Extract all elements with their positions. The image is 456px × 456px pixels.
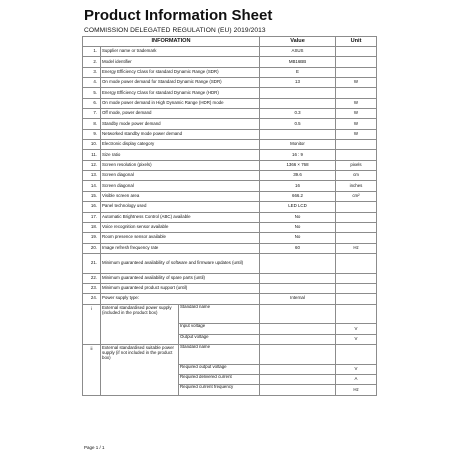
row-unit	[336, 233, 377, 243]
power-supply-field: Required delivered current	[179, 375, 260, 385]
power-supply-label: External standardised power supply (included in the product box)	[101, 304, 179, 344]
page-title: Product Information Sheet	[84, 7, 273, 24]
row-label: Image refresh frequency rate	[101, 243, 260, 253]
power-supply-field: Standard name	[179, 304, 260, 324]
row-unit: W	[336, 109, 377, 119]
row-number: 19.	[83, 233, 101, 243]
row-label: Screen diagonal	[101, 171, 260, 181]
row-number: 3.	[83, 67, 101, 77]
row-value: 60	[260, 243, 336, 253]
row-unit: pixels	[336, 160, 377, 170]
row-unit	[336, 253, 377, 273]
row-value	[260, 98, 336, 108]
row-unit	[336, 202, 377, 212]
row-number: 22.	[83, 273, 101, 283]
row-unit	[336, 150, 377, 160]
row-label: Panel technology used	[101, 202, 260, 212]
row-value: 1366 × 768	[260, 160, 336, 170]
row-label: On mode power demand for Standard Dynamic Range (SDR)	[101, 78, 260, 88]
row-number: 6.	[83, 98, 101, 108]
row-unit	[336, 140, 377, 150]
row-label: Energy Efficiency Class for standard Dynamic Range (HDR)	[101, 88, 260, 98]
power-supply-value	[260, 364, 336, 374]
row-number: 4.	[83, 78, 101, 88]
row-label: Size ratio	[101, 150, 260, 160]
row-label: Supplier name or trademark	[101, 47, 260, 57]
row-value	[260, 273, 336, 283]
row-label: Room presence sensor available	[101, 233, 260, 243]
power-supply-row	[83, 344, 377, 364]
table-row	[83, 47, 377, 57]
row-value: 666.2	[260, 191, 336, 201]
unit-header: Unit	[336, 37, 377, 47]
row-unit	[336, 294, 377, 304]
table-row	[83, 88, 377, 98]
row-number: 12.	[83, 160, 101, 170]
row-value: 16	[260, 181, 336, 191]
row-unit: Hz	[336, 243, 377, 253]
row-value: LED LCD	[260, 202, 336, 212]
row-unit	[336, 283, 377, 293]
table-row	[83, 273, 377, 283]
row-value	[260, 283, 336, 293]
row-label: Standby mode power demand	[101, 119, 260, 129]
row-label: Minimum guaranteed availability of software and firmware updates (until)	[101, 253, 260, 273]
row-label: Voice recognition sensor available	[101, 222, 260, 232]
regulation-subtitle: COMMISSION DELEGATED REGULATION (EU) 2019/2013	[84, 27, 266, 34]
table-row	[83, 160, 377, 170]
row-number: 21.	[83, 253, 101, 273]
power-supply-field: Required current frequency	[179, 385, 260, 395]
row-number: 23.	[83, 283, 101, 293]
row-value: E	[260, 67, 336, 77]
row-unit	[336, 57, 377, 67]
row-value: Monitor	[260, 140, 336, 150]
power-supply-value	[260, 304, 336, 324]
row-unit	[336, 88, 377, 98]
row-unit: W	[336, 129, 377, 139]
row-label: Minimum guaranteed product support (until)	[101, 283, 260, 293]
row-label: Automatic Brightness Control (ABC) available	[101, 212, 260, 222]
power-supply-value	[260, 334, 336, 344]
table-row	[83, 243, 377, 253]
row-value	[260, 88, 336, 98]
product-info-table	[82, 36, 377, 396]
row-label: Screen resolution (pixels)	[101, 160, 260, 170]
row-value: 16 : 9	[260, 150, 336, 160]
row-label: Minimum guaranteed availability of spare parts (until)	[101, 273, 260, 283]
power-supply-number: i	[83, 304, 101, 344]
row-unit: W	[336, 119, 377, 129]
row-label: On mode power demand in High Dynamic Range (HDR) mode	[101, 98, 260, 108]
table-body	[83, 47, 377, 396]
power-supply-field: Output voltage	[179, 334, 260, 344]
row-number: 16.	[83, 202, 101, 212]
row-label: Model identifier	[101, 57, 260, 67]
power-supply-value	[260, 385, 336, 395]
power-supply-unit: V	[336, 364, 377, 374]
row-number: 11.	[83, 150, 101, 160]
row-label: Electronic display category	[101, 140, 260, 150]
table-row	[83, 191, 377, 201]
row-number: 2.	[83, 57, 101, 67]
table-row	[83, 129, 377, 139]
row-unit: W	[336, 78, 377, 88]
row-unit	[336, 273, 377, 283]
row-value: 39.6	[260, 171, 336, 181]
table-row	[83, 98, 377, 108]
row-label: Power supply type:	[101, 294, 260, 304]
row-unit	[336, 212, 377, 222]
row-number: 17.	[83, 212, 101, 222]
power-supply-unit: A	[336, 375, 377, 385]
table-row	[83, 150, 377, 160]
power-supply-unit: V	[336, 324, 377, 334]
row-number: 24.	[83, 294, 101, 304]
power-supply-unit: Hz	[336, 385, 377, 395]
table-row	[83, 109, 377, 119]
information-header: INFORMATION	[83, 37, 260, 47]
value-header: Value	[260, 37, 336, 47]
row-value: 13	[260, 78, 336, 88]
power-supply-number: ii	[83, 344, 101, 395]
row-number: 1.	[83, 47, 101, 57]
row-value: No	[260, 222, 336, 232]
row-unit: inches	[336, 181, 377, 191]
table-row	[83, 253, 377, 273]
row-value: Internal	[260, 294, 336, 304]
row-number: 18.	[83, 222, 101, 232]
row-unit: W	[336, 98, 377, 108]
power-supply-field: Standard name	[179, 344, 260, 364]
power-supply-unit	[336, 344, 377, 364]
table-row	[83, 233, 377, 243]
table-row	[83, 57, 377, 67]
row-label: Visible screen area	[101, 191, 260, 201]
row-unit	[336, 67, 377, 77]
table-row	[83, 283, 377, 293]
table-row	[83, 222, 377, 232]
row-unit: cm²	[336, 191, 377, 201]
row-unit: cm	[336, 171, 377, 181]
row-number: 9.	[83, 129, 101, 139]
power-supply-unit: V	[336, 334, 377, 344]
page-footer: Page 1 / 1	[84, 445, 105, 450]
table-row	[83, 67, 377, 77]
row-number: 13.	[83, 171, 101, 181]
row-value: 0.3	[260, 109, 336, 119]
row-value: ASUS	[260, 47, 336, 57]
row-value	[260, 253, 336, 273]
row-label: Screen diagonal	[101, 181, 260, 191]
row-label: Energy Efficiency Class for standard Dynamic Range (SDR)	[101, 67, 260, 77]
row-number: 8.	[83, 119, 101, 129]
row-number: 10.	[83, 140, 101, 150]
table-row	[83, 119, 377, 129]
row-value: No	[260, 212, 336, 222]
row-value: 0.5	[260, 119, 336, 129]
power-supply-value	[260, 344, 336, 364]
row-label: Off mode, power demand	[101, 109, 260, 119]
table-row	[83, 78, 377, 88]
power-supply-unit	[336, 304, 377, 324]
row-number: 20.	[83, 243, 101, 253]
table-row	[83, 140, 377, 150]
row-unit	[336, 222, 377, 232]
row-number: 14.	[83, 181, 101, 191]
table-row	[83, 294, 377, 304]
table-header-row	[83, 37, 377, 47]
row-unit	[336, 47, 377, 57]
row-number: 7.	[83, 109, 101, 119]
table-row	[83, 171, 377, 181]
power-supply-row	[83, 304, 377, 324]
power-supply-value	[260, 324, 336, 334]
table-row	[83, 202, 377, 212]
power-supply-label: External standardised suitable power supply (if not included in the product box)	[101, 344, 179, 395]
row-value: No	[260, 233, 336, 243]
row-value	[260, 129, 336, 139]
row-number: 15.	[83, 191, 101, 201]
row-label: Networked standby mode power demand	[101, 129, 260, 139]
power-supply-field: Input voltage	[179, 324, 260, 334]
power-supply-value	[260, 375, 336, 385]
row-number: 5.	[83, 88, 101, 98]
row-value: MB16BB	[260, 57, 336, 67]
table-row	[83, 181, 377, 191]
table-row	[83, 212, 377, 222]
power-supply-field: Required output voltage	[179, 364, 260, 374]
